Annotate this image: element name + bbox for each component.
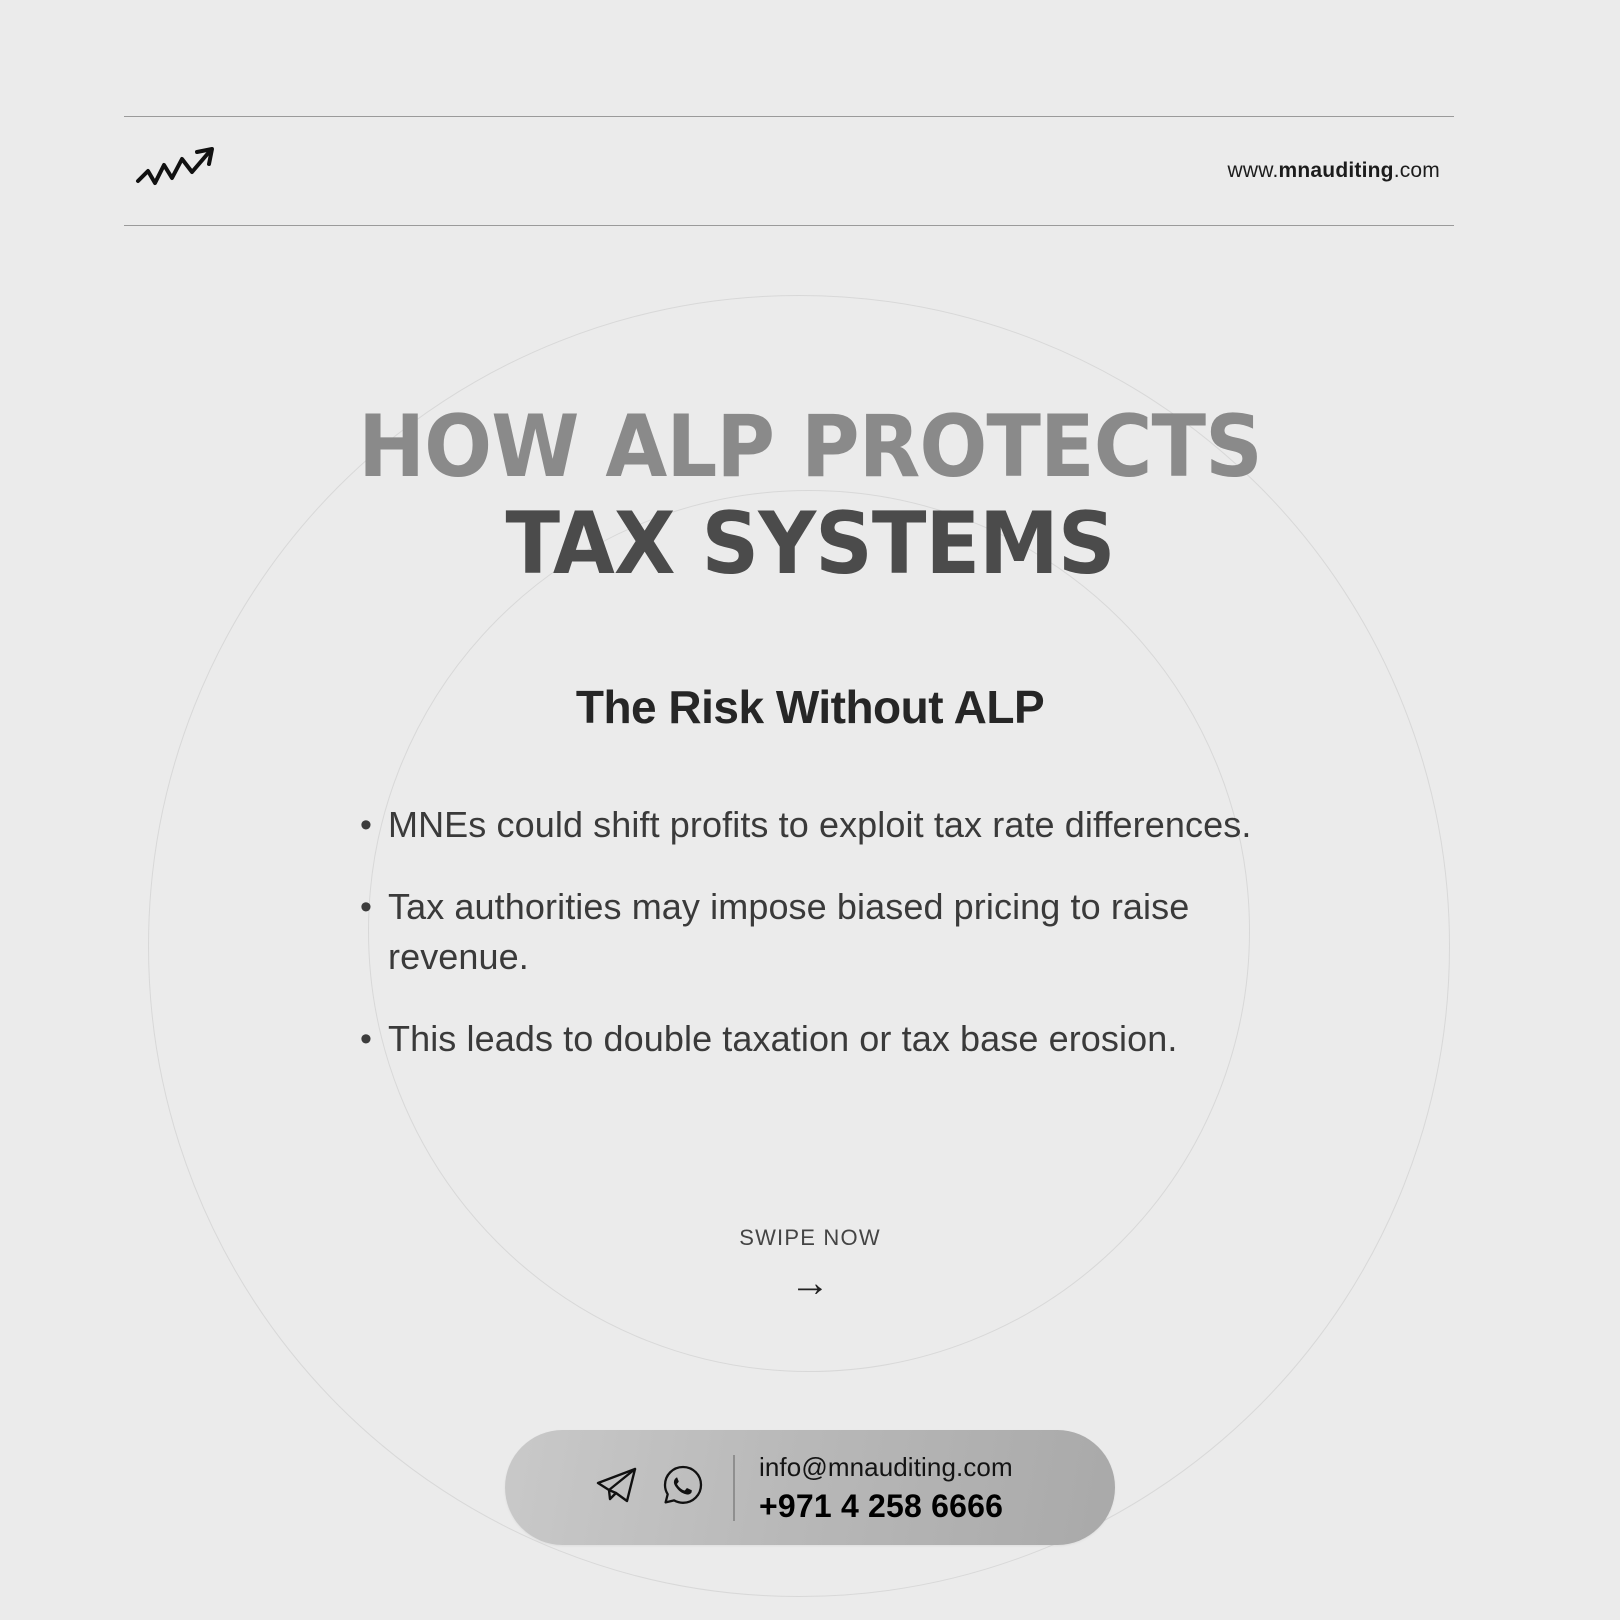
- pill-divider: [733, 1455, 735, 1521]
- bullet-marker-icon: •: [360, 888, 372, 926]
- list-item: [360, 800, 1260, 850]
- header-bar: [124, 116, 1454, 226]
- contact-details: [759, 1449, 1013, 1527]
- list-item: [360, 1014, 1260, 1064]
- swipe-label: SWIPE NOW: [739, 1225, 881, 1250]
- website-url[interactable]: [1228, 159, 1440, 183]
- page-title-line-1: HOW ALP PROTECTS: [358, 397, 1262, 497]
- bullet-marker-icon: •: [360, 1020, 372, 1058]
- website-url-prefix: www.: [1227, 159, 1279, 182]
- bullet-text: This leads to double taxation or tax base erosion.: [388, 1018, 1178, 1059]
- page-title-line-2: TAX SYSTEMS: [505, 494, 1115, 594]
- arrow-right-icon[interactable]: →: [790, 1261, 830, 1305]
- growth-chart-arrow-icon: [134, 145, 230, 197]
- page-title: [0, 397, 1620, 594]
- section-subtitle: The Risk Without ALP: [575, 681, 1045, 733]
- website-url-brand: mnauditing: [1278, 159, 1394, 182]
- whatsapp-icon[interactable]: [661, 1463, 705, 1512]
- contact-email[interactable]: info@mnauditing.com: [759, 1451, 1013, 1482]
- contact-phone[interactable]: +971 4 258 6666: [759, 1487, 1004, 1524]
- bullet-marker-icon: •: [360, 806, 372, 844]
- bullet-list: [360, 800, 1260, 1096]
- bullet-text: Tax authorities may impose biased pricing to raise revenue.: [388, 886, 1190, 977]
- website-url-suffix: .com: [1393, 159, 1440, 182]
- contact-icons: [595, 1463, 705, 1512]
- contact-pill[interactable]: [505, 1430, 1115, 1545]
- telegram-icon[interactable]: [595, 1465, 639, 1510]
- list-item: [360, 882, 1260, 982]
- swipe-prompt[interactable]: [0, 1225, 1620, 1303]
- bullet-text: MNEs could shift profits to exploit tax rate differences.: [388, 804, 1252, 845]
